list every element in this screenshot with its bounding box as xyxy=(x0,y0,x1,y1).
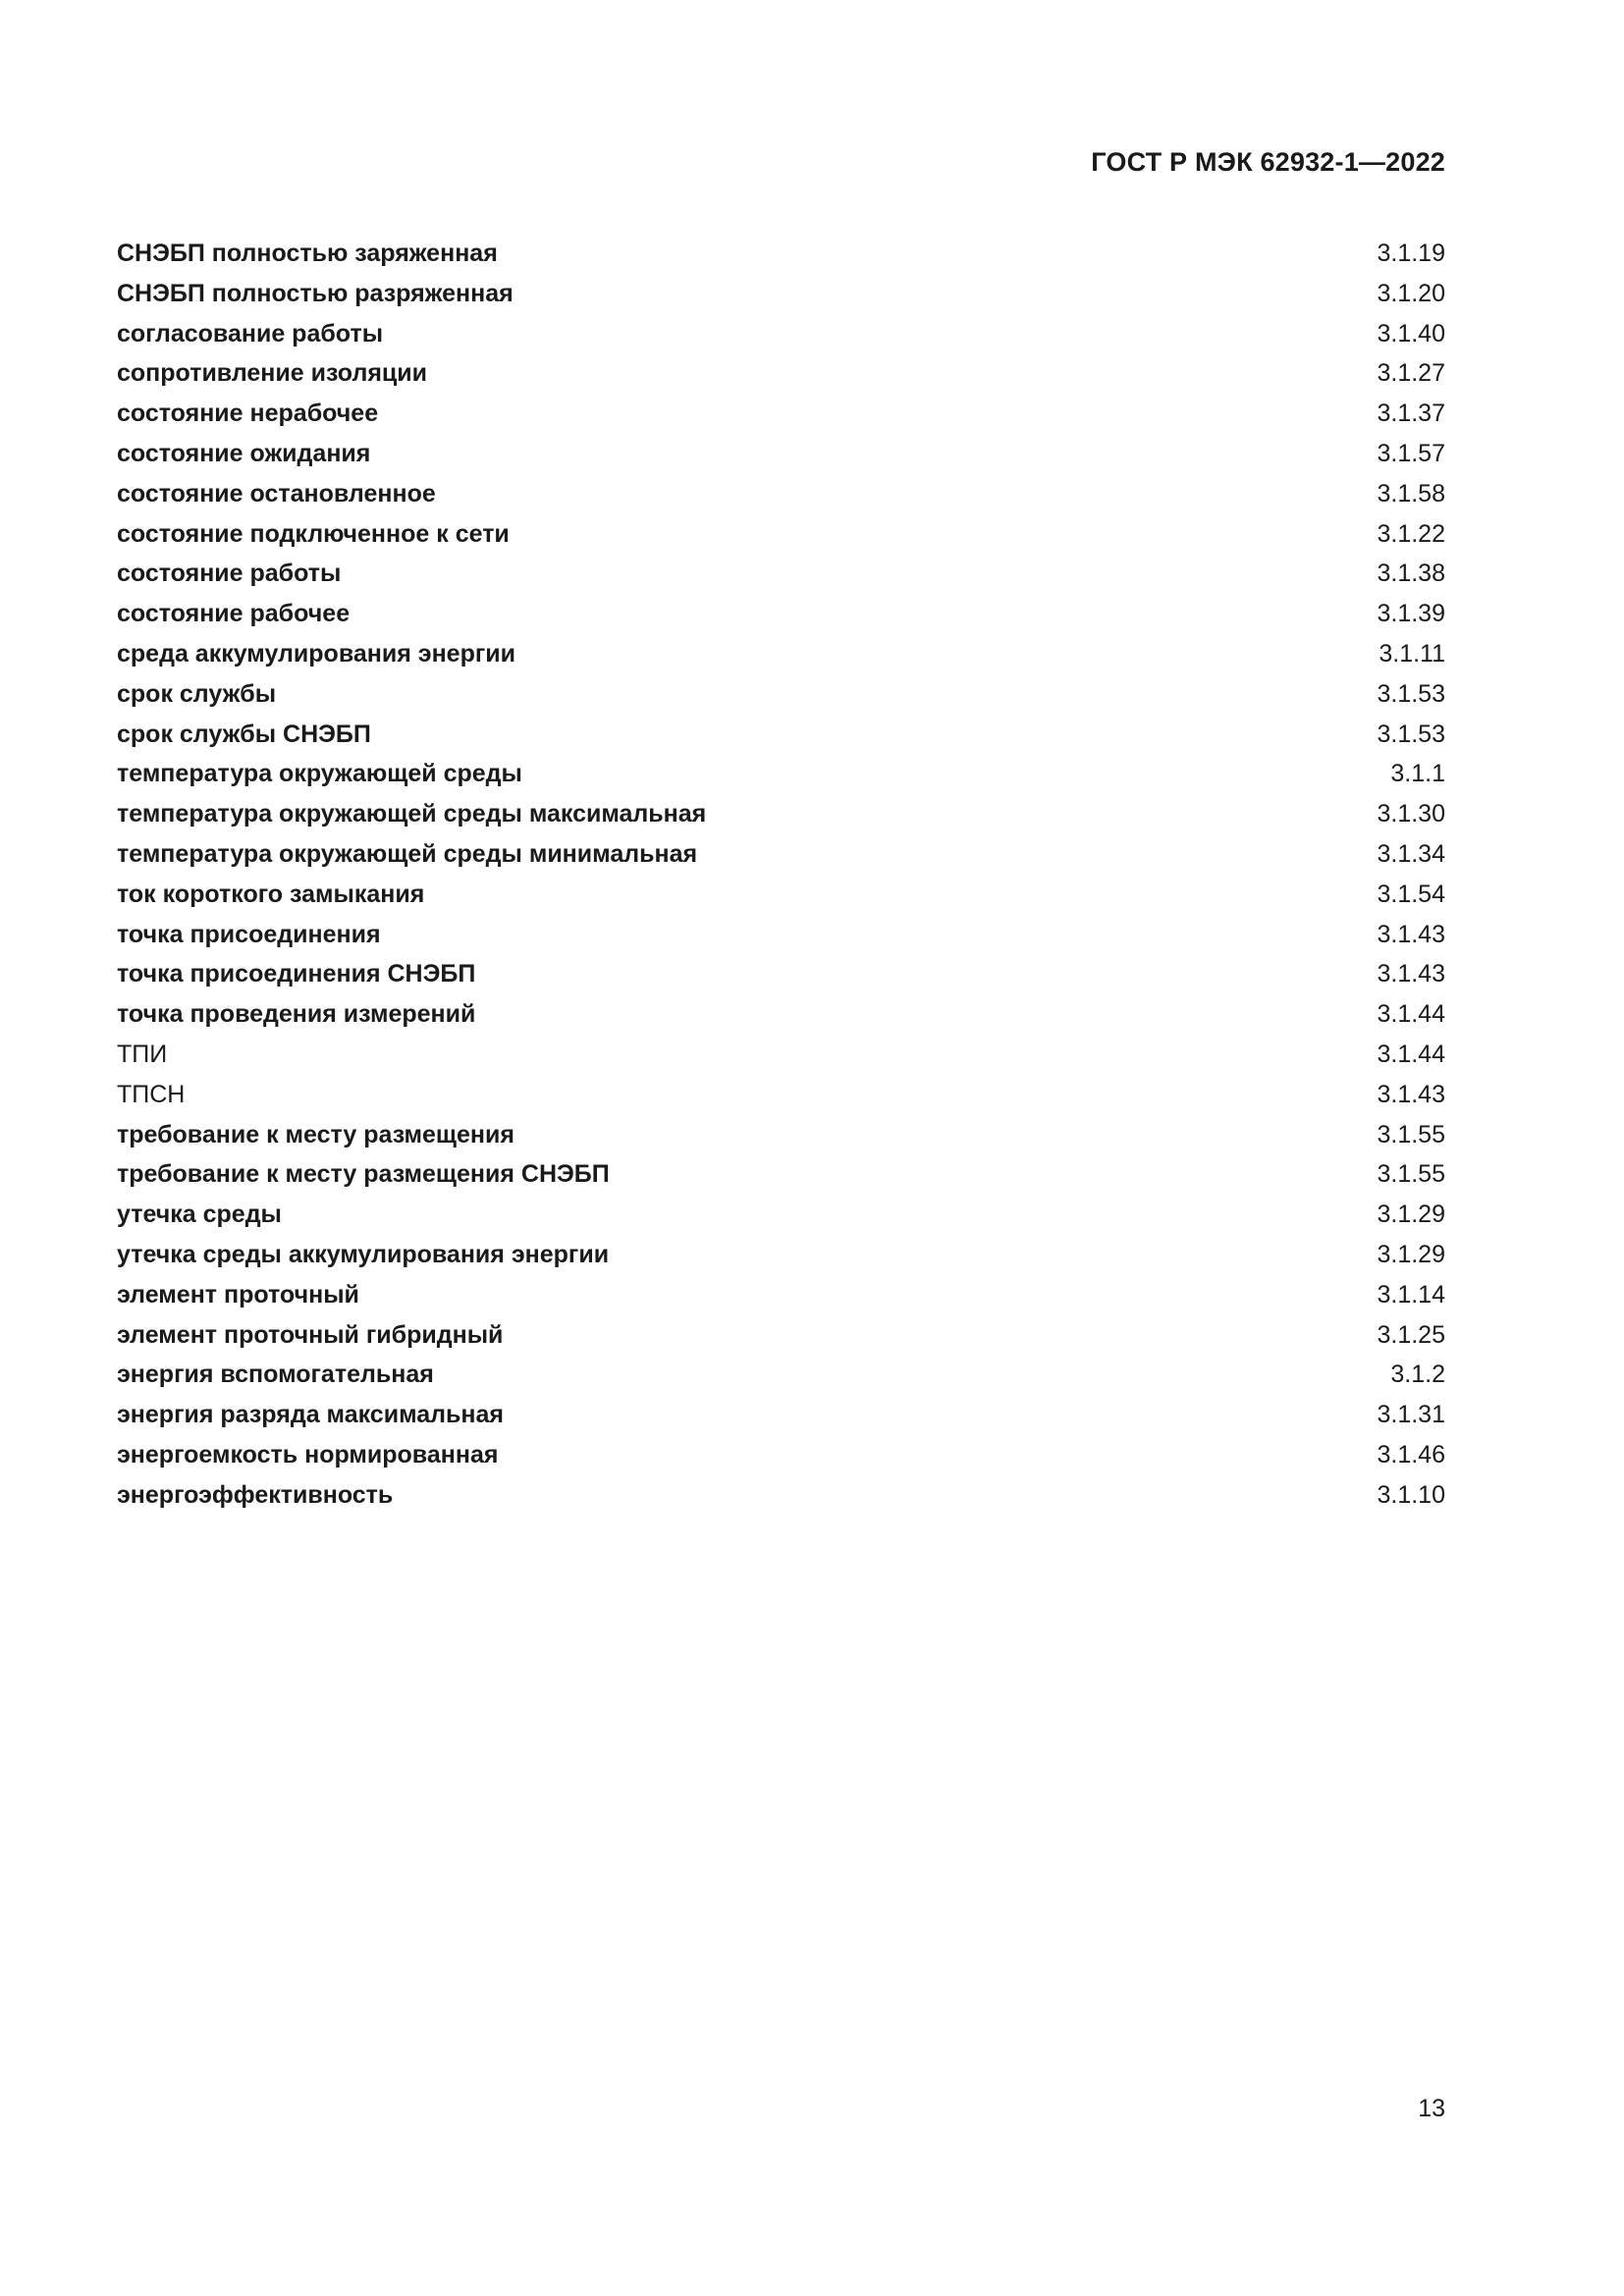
index-reference: 3.1.29 xyxy=(1377,1201,1445,1229)
index-entry xyxy=(117,915,1445,955)
index-reference: 3.1.14 xyxy=(1377,1280,1445,1308)
index-term: СНЭБП полностью заряженная xyxy=(117,240,498,267)
index-entry xyxy=(117,1035,1445,1075)
index-entry xyxy=(117,954,1445,994)
index-term: утечка среды xyxy=(117,1201,282,1229)
index-entry xyxy=(117,1275,1445,1315)
index-entry xyxy=(117,1355,1445,1395)
index-reference: 3.1.31 xyxy=(1377,1401,1445,1429)
index-term: ТПИ xyxy=(117,1040,168,1068)
index-term: срок службы xyxy=(117,679,277,708)
index-term: срок службы СНЭБП xyxy=(117,720,371,748)
index-reference: 3.1.58 xyxy=(1377,479,1445,507)
index-reference: 3.1.43 xyxy=(1377,960,1445,988)
index-term: энергоэффективность xyxy=(117,1480,394,1509)
index-reference: 3.1.44 xyxy=(1377,1040,1445,1068)
index-term: состояние рабочее xyxy=(117,600,351,628)
index-entry xyxy=(117,1435,1445,1475)
index-term: состояние работы xyxy=(117,560,342,588)
index-entry xyxy=(117,1475,1445,1516)
index-reference: 3.1.53 xyxy=(1377,720,1445,748)
index-reference: 3.1.11 xyxy=(1379,639,1445,667)
index-term: СНЭБП полностью разряженная xyxy=(117,279,514,307)
index-term: состояние нерабочее xyxy=(117,400,379,428)
index-reference: 3.1.40 xyxy=(1377,319,1445,347)
index-reference: 3.1.43 xyxy=(1377,1080,1445,1108)
index-term: энергоемкость нормированная xyxy=(117,1440,499,1468)
index-entry xyxy=(117,1075,1445,1115)
index-reference: 3.1.30 xyxy=(1377,800,1445,828)
index-reference: 3.1.37 xyxy=(1377,400,1445,428)
index-term: температура окружающей среды минимальная xyxy=(117,839,698,868)
index-reference: 3.1.54 xyxy=(1377,880,1445,908)
index-entry xyxy=(117,1154,1445,1195)
index-reference: 3.1.1 xyxy=(1390,760,1445,788)
index-term: точка присоединения СНЭБП xyxy=(117,960,476,988)
index-entry xyxy=(117,634,1445,674)
index-entry xyxy=(117,554,1445,594)
index-term: энергия вспомогательная xyxy=(117,1361,434,1389)
index-entry xyxy=(117,1115,1445,1155)
index-term: согласование работы xyxy=(117,319,384,347)
index-term: среда аккумулирования энергии xyxy=(117,639,516,667)
index-term: энергия разряда максимальная xyxy=(117,1401,504,1429)
index-entry xyxy=(117,994,1445,1035)
index-term: требование к месту размещения СНЭБП xyxy=(117,1160,610,1189)
index-reference: 3.1.27 xyxy=(1377,359,1445,388)
index-term: точка проведения измерений xyxy=(117,1000,476,1029)
index-reference: 3.1.53 xyxy=(1377,679,1445,708)
index-entry xyxy=(117,594,1445,634)
index-reference: 3.1.20 xyxy=(1377,279,1445,307)
index-term: температура окружающей среды xyxy=(117,760,522,788)
index-entry xyxy=(117,834,1445,875)
index-reference: 3.1.57 xyxy=(1377,439,1445,467)
index-reference: 3.1.29 xyxy=(1377,1240,1445,1268)
index-entry xyxy=(117,1395,1445,1435)
index-reference: 3.1.19 xyxy=(1377,240,1445,267)
index-entry xyxy=(117,474,1445,514)
index-reference: 3.1.44 xyxy=(1377,1000,1445,1029)
index-entry xyxy=(117,314,1445,354)
term-index-list xyxy=(117,234,1445,1516)
index-entry xyxy=(117,353,1445,394)
index-term: состояние подключенное к сети xyxy=(117,519,510,548)
index-reference: 3.1.10 xyxy=(1377,1480,1445,1509)
index-term: точка присоединения xyxy=(117,920,381,948)
index-reference: 3.1.34 xyxy=(1377,839,1445,868)
index-entry xyxy=(117,394,1445,434)
index-entry xyxy=(117,674,1445,715)
index-term: элемент проточный xyxy=(117,1280,359,1308)
index-entry xyxy=(117,234,1445,274)
index-reference: 3.1.46 xyxy=(1377,1440,1445,1468)
index-entry xyxy=(117,1235,1445,1275)
index-reference: 3.1.25 xyxy=(1377,1320,1445,1349)
index-reference: 3.1.43 xyxy=(1377,920,1445,948)
index-entry xyxy=(117,274,1445,314)
index-reference: 3.1.22 xyxy=(1377,519,1445,548)
index-term: ТПСН xyxy=(117,1080,186,1108)
index-reference: 3.1.2 xyxy=(1390,1361,1445,1389)
index-term: утечка среды аккумулирования энергии xyxy=(117,1240,610,1268)
index-term: сопротивление изоляции xyxy=(117,359,428,388)
index-reference: 3.1.38 xyxy=(1377,560,1445,588)
index-entry xyxy=(117,715,1445,755)
index-entry xyxy=(117,794,1445,834)
index-entry xyxy=(117,434,1445,474)
index-entry xyxy=(117,1195,1445,1235)
index-term: температура окружающей среды максимальная xyxy=(117,800,707,828)
index-reference: 3.1.55 xyxy=(1377,1120,1445,1148)
index-entry xyxy=(117,1315,1445,1356)
index-term: элемент проточный гибридный xyxy=(117,1320,504,1349)
index-reference: 3.1.55 xyxy=(1377,1160,1445,1189)
index-entry xyxy=(117,754,1445,794)
index-term: состояние остановленное xyxy=(117,479,436,507)
index-reference: 3.1.39 xyxy=(1377,600,1445,628)
index-entry xyxy=(117,514,1445,555)
document-header: ГОСТ Р МЭК 62932-1—2022 xyxy=(1091,147,1445,177)
index-term: требование к месту размещения xyxy=(117,1120,514,1148)
page-number: 13 xyxy=(1418,2095,1445,2122)
index-term: состояние ожидания xyxy=(117,439,371,467)
index-term: ток короткого замыкания xyxy=(117,880,425,908)
index-entry xyxy=(117,875,1445,915)
